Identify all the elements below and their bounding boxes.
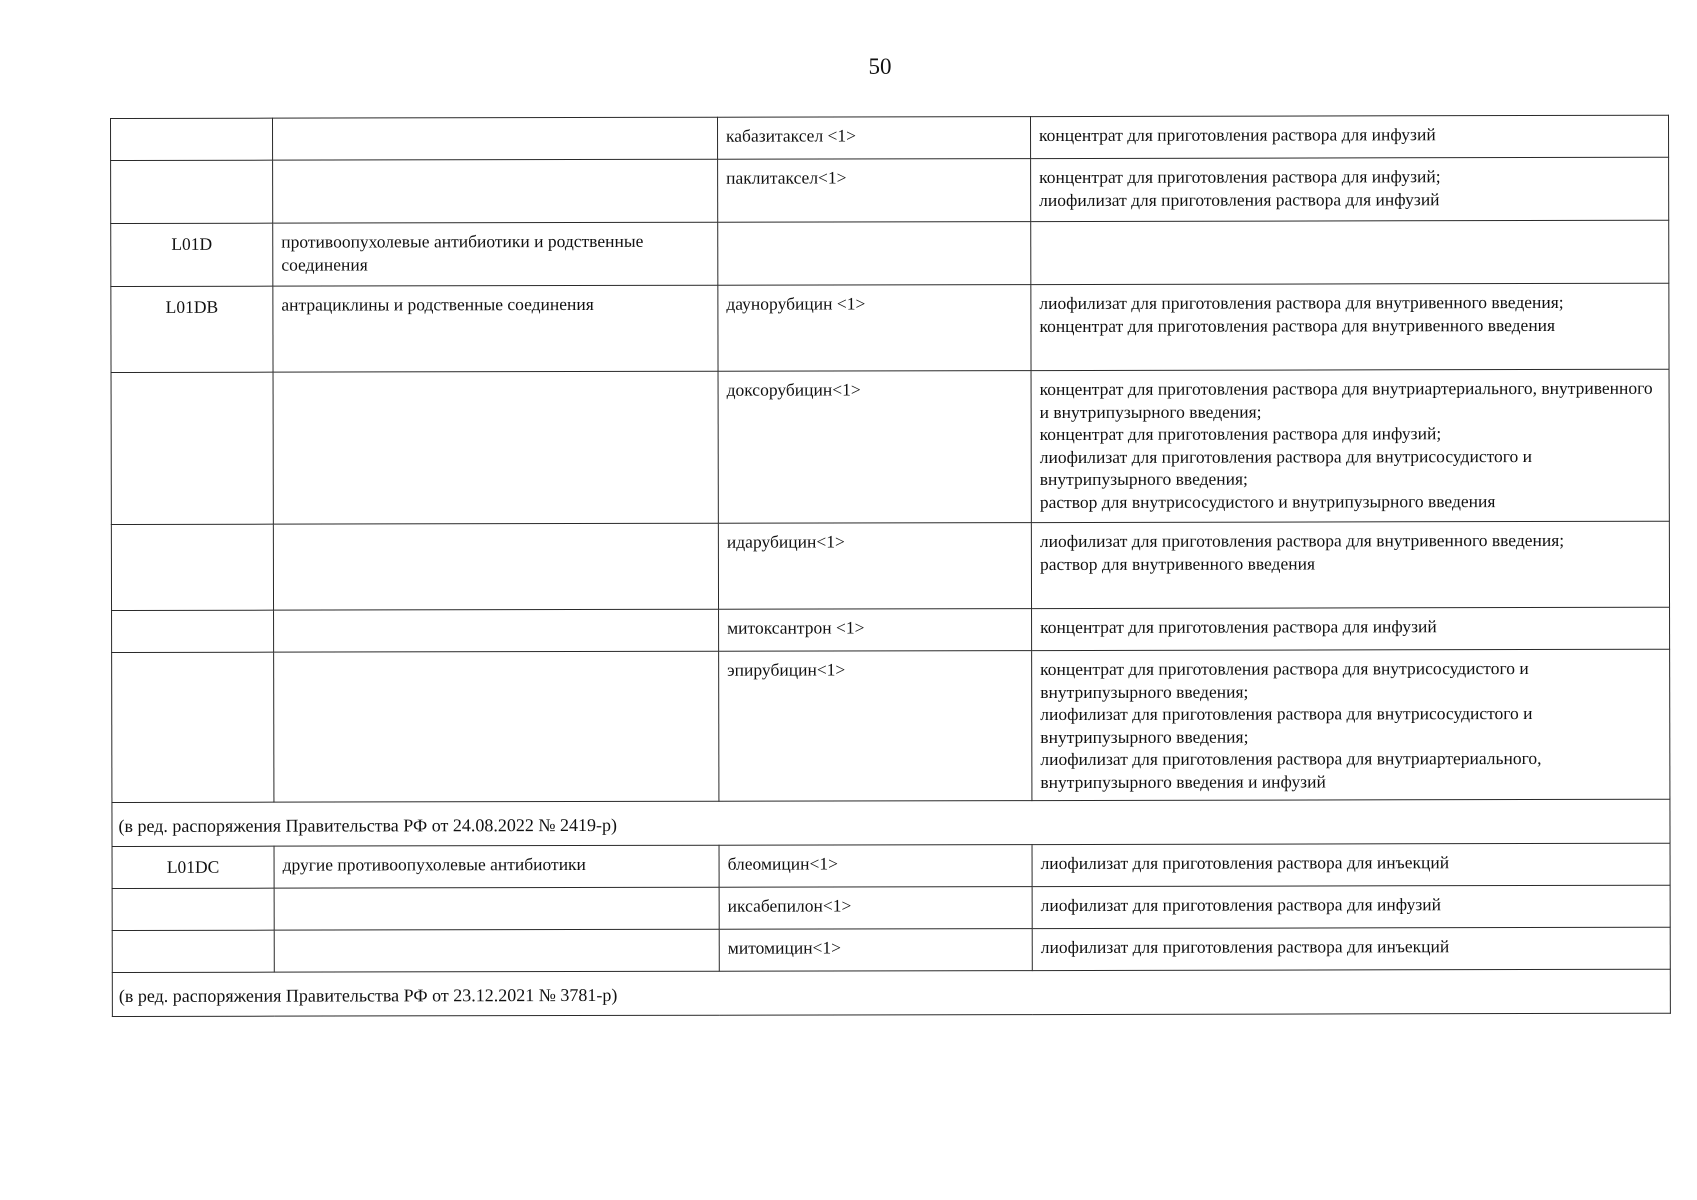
dosage-form-line: лиофилизат для приготовления раствора для внутрисосудистого и внутрипузырного введения; [1040,703,1537,747]
dosage-form-line: раствор для внутрисосудистого и внутрипузырного введения [1039,490,1496,512]
drug-name-cell: митомицин<1> [719,929,1032,972]
drug-name-cell [718,222,1031,286]
dosage-form-line: лиофилизат для приготовления раствора для внутривенного введения; [1039,291,1564,314]
drug-name-cell: митоксантрон <1> [719,609,1032,652]
dosage-form-line: лиофилизат для приготовления раствора для внутривенного введения; [1039,529,1565,552]
table-row [112,885,1670,930]
atc-code-cell [111,118,273,160]
dosage-form-line: лиофилизат для приготовления раствора для инфузий [1040,894,1442,916]
group-name-cell [273,523,718,610]
page-number: 50 [868,54,892,79]
drug-name-cell: блеомицин<1> [719,845,1032,888]
table-row [111,115,1669,160]
dosage-form-line: лиофилизат для приготовления раствора для внутриартериального, внутрипузырного введения и инфузий [1040,747,1546,792]
dosage-form-line: лиофилизат для приготовления раствора для инфузий [1039,188,1440,210]
group-name-cell [273,371,718,524]
drug-name-cell: паклитаксел<1> [718,159,1031,223]
group-name-cell: другие противоопухолевые антибиотики [274,845,719,888]
group-name-cell: антрациклины и родственные соединения [273,285,718,372]
atc-code-cell [112,610,274,652]
group-name-cell [273,117,718,160]
table-row [111,369,1669,524]
drug-name-cell: эпирубицин<1> [719,651,1032,802]
atc-code-cell [112,888,274,930]
amendment-note-row [112,799,1670,846]
dosage-forms-cell [1032,607,1670,650]
medication-table [110,115,1671,1017]
dosage-forms-cell [1031,283,1669,370]
atc-code-cell [112,930,274,972]
amendment-note-row [112,969,1670,1016]
dosage-forms-cell [1032,843,1670,886]
drug-name-cell: даунорубицин <1> [718,285,1031,372]
dosage-form-line: лиофилизат для приготовления раствора для инъекций [1040,936,1450,958]
drug-name-cell: иксабепилон<1> [719,887,1032,930]
group-name-cell: противоопухолевые антибиотики и родственные соединения [273,222,718,286]
dosage-form-line: концентрат для приготовления раствора для инфузий; [1039,166,1441,188]
group-name-cell [273,159,718,223]
drug-name-cell: идарубицин<1> [718,523,1031,610]
amendment-note: (в ред. распоряжения Правительства РФ от 24.08.2022 № 2419-р) [112,799,1670,846]
dosage-form-line: лиофилизат для приготовления раствора для внутрисосудистого и внутрипузырного введения; [1039,445,1537,490]
atc-code-cell: L01DC [112,846,274,888]
dosage-form-line: концентрат для приготовления раствора для внутрисосудистого и внутрипузырного введения; [1040,658,1534,702]
dosage-forms-cell [1032,649,1670,800]
table-row [112,607,1670,652]
dosage-form-line: концентрат для приготовления раствора для инфузий; [1039,423,1442,445]
dosage-forms-cell [1032,885,1670,928]
drug-name-cell: доксорубицин<1> [718,371,1031,524]
dosage-forms-cell [1032,927,1670,970]
dosage-form-line: концентрат для приготовления раствора для внутривенного введения [1039,314,1556,336]
dosage-form-line: концентрат для приготовления раствора для инфузий [1040,616,1437,638]
table-row [112,649,1670,802]
dosage-form-line: концентрат для приготовления раствора для инфузий [1039,124,1436,146]
dosage-forms-cell [1031,157,1669,221]
group-name-cell [274,651,719,802]
table-row [111,521,1669,610]
dosage-form-line: раствор для внутривенного введения [1039,552,1316,574]
table-row [112,843,1670,888]
atc-code-cell [112,652,274,802]
group-name-cell [274,887,719,930]
dosage-forms-cell [1031,369,1669,522]
table-row [111,220,1669,286]
group-name-cell [274,609,719,652]
atc-code-cell [111,160,273,223]
dosage-forms-cell [1031,521,1669,608]
atc-code-cell [111,524,273,610]
group-name-cell [274,929,719,972]
dosage-form-line: концентрат для приготовления раствора для внутриартериального, внутривенного и внутрипузырного введения; [1039,377,1657,422]
drug-name-cell: кабазитаксел <1> [717,117,1030,160]
table-row [112,927,1670,972]
table-row [111,157,1669,223]
dosage-form-line: лиофилизат для приготовления раствора для инъекций [1040,852,1450,874]
dosage-forms-cell [1030,115,1668,158]
atc-code-cell [111,372,273,524]
amendment-note: (в ред. распоряжения Правительства РФ от 23.12.2021 № 3781-р) [112,969,1670,1016]
dosage-forms-cell [1031,220,1669,284]
table-row [111,283,1669,372]
atc-code-cell: L01DB [111,286,273,372]
atc-code-cell: L01D [111,223,273,286]
